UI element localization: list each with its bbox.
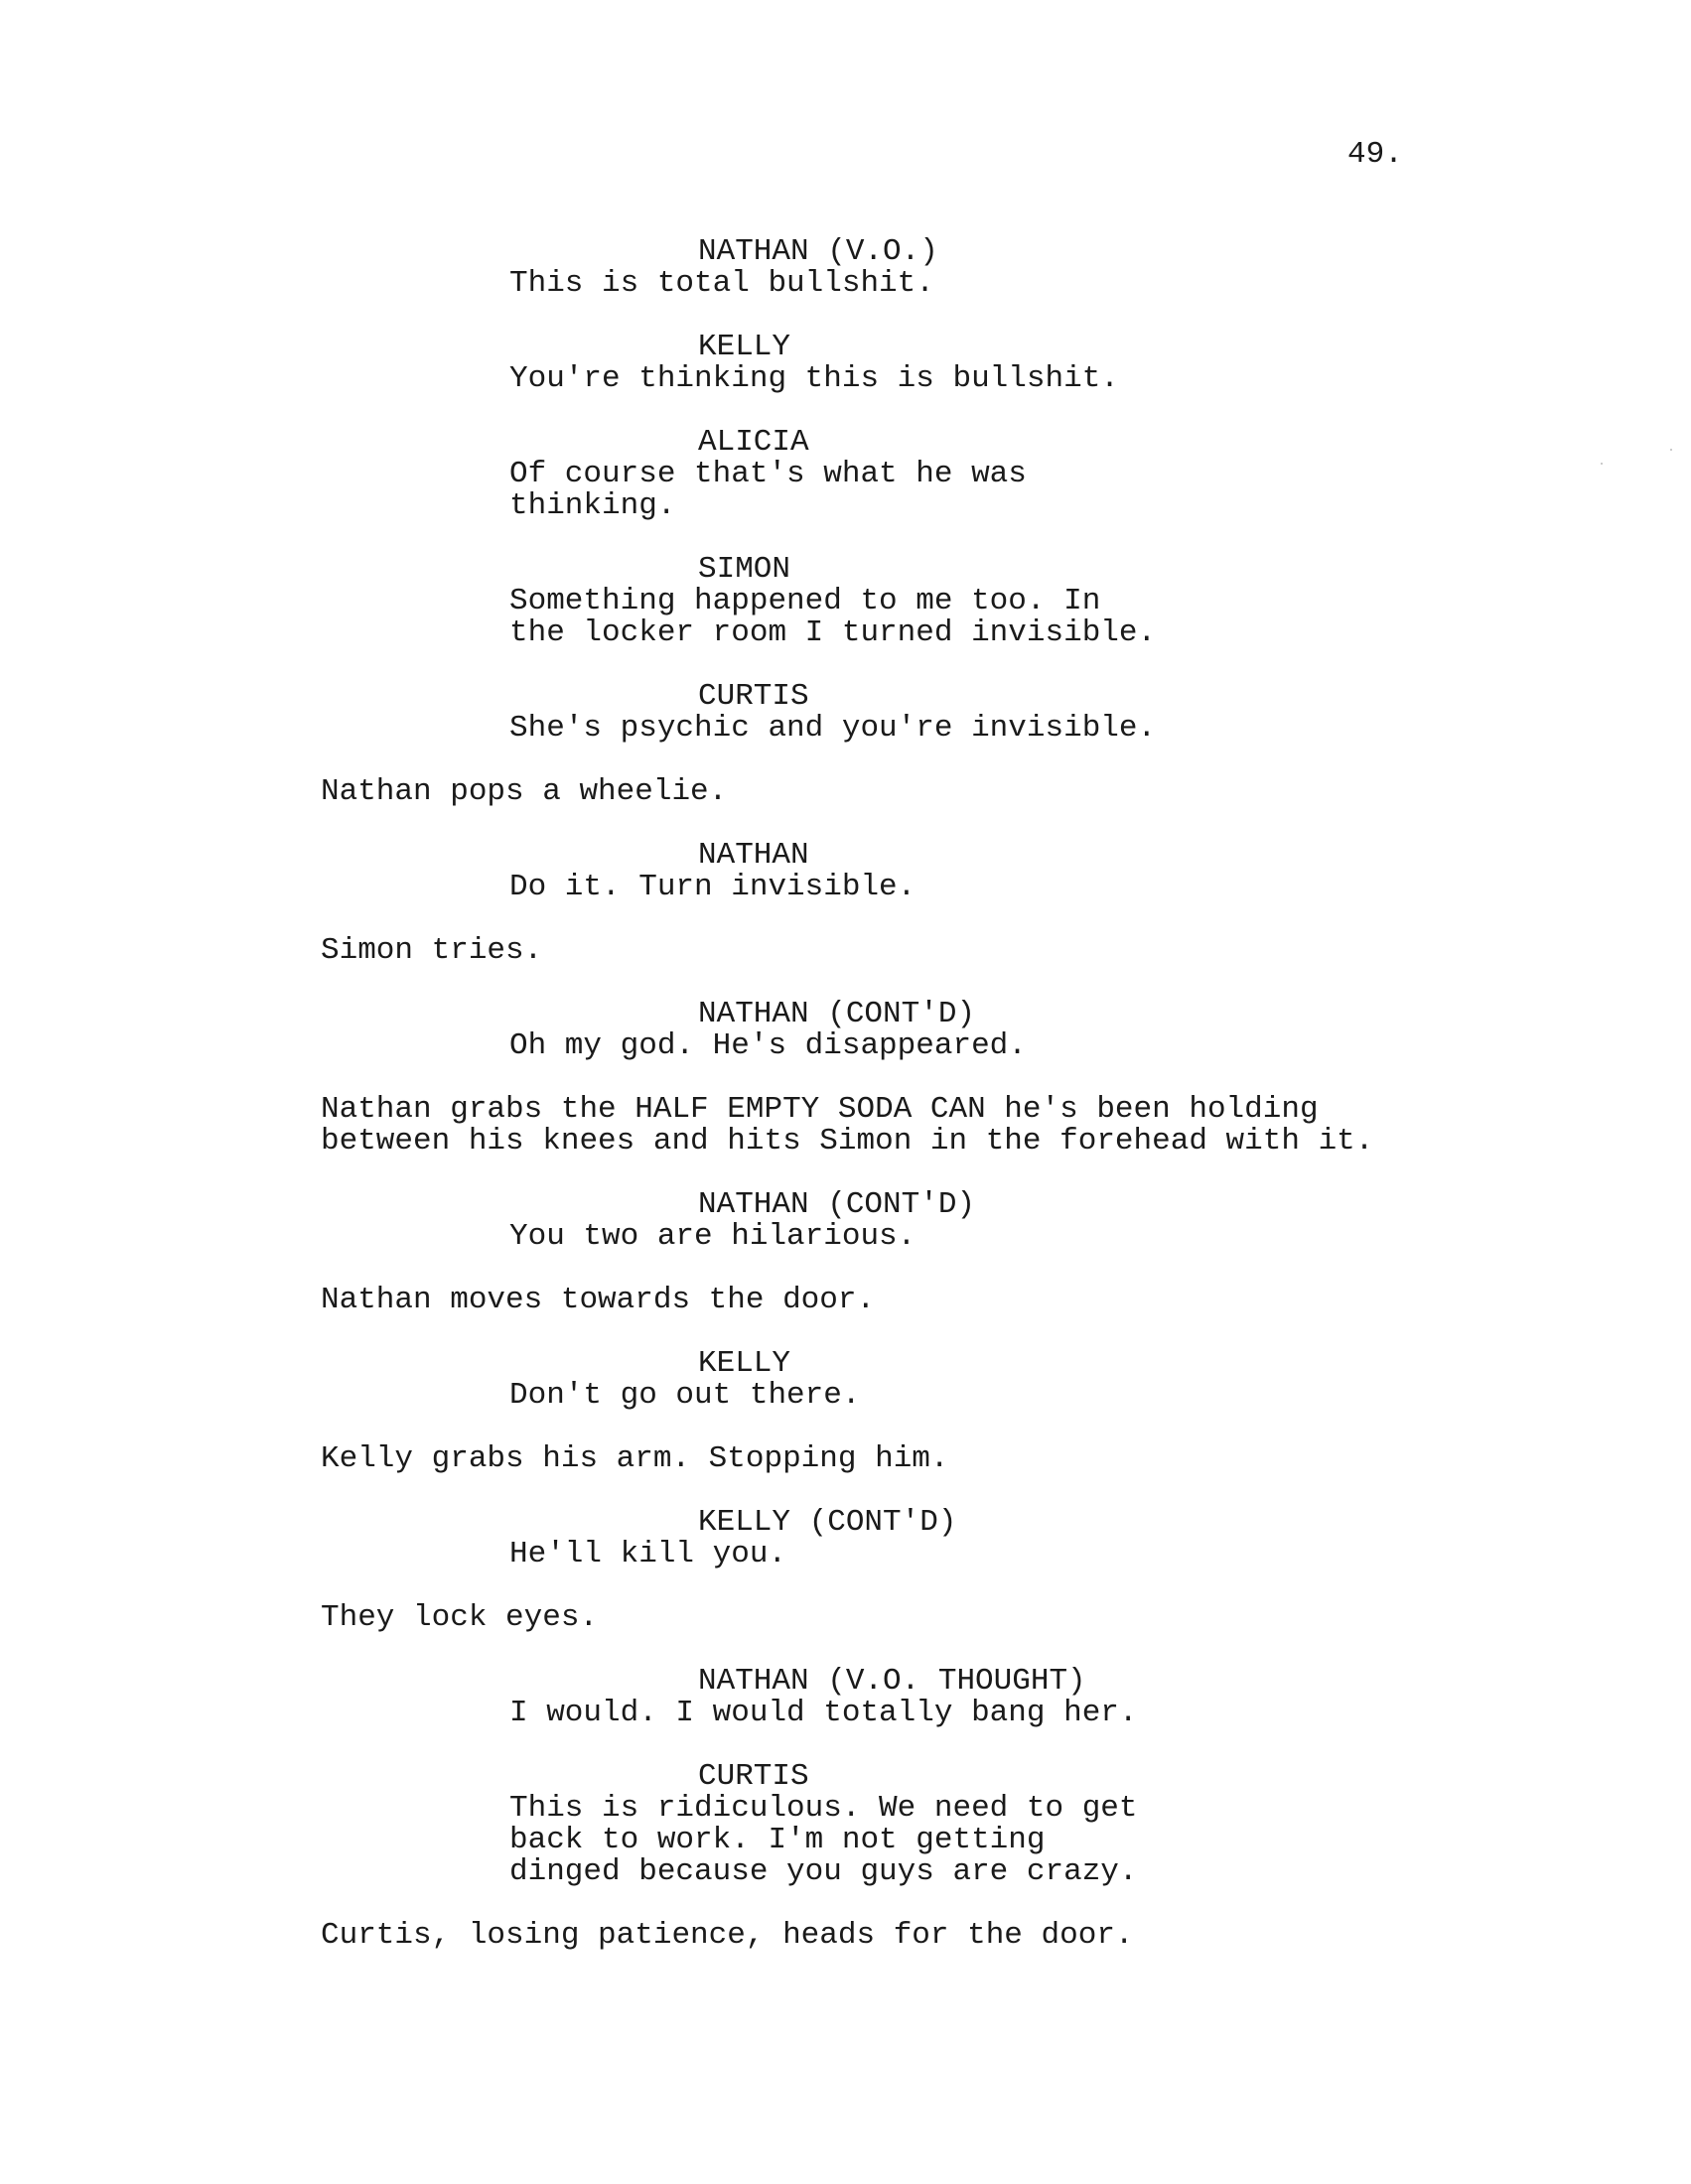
dialogue-block	[0, 1348, 1691, 1412]
dialogue-line: thinking.	[509, 488, 676, 523]
dialogue-line: This is ridiculous. We need to get	[509, 1791, 1138, 1826]
dialogue-line: the locker room I turned invisible.	[509, 615, 1157, 650]
action-line: Simon tries.	[321, 933, 543, 968]
action-block	[321, 1443, 1691, 1475]
dialogue-line: This is total bullshit.	[509, 266, 934, 301]
scan-speck	[1601, 463, 1603, 465]
action-line: Nathan moves towards the door.	[321, 1283, 876, 1317]
page-number: 49.	[1347, 137, 1403, 172]
dialogue-line: She's psychic and you're invisible.	[509, 711, 1157, 746]
action-line: between his knees and hits Simon in the forehead with it.	[321, 1124, 1374, 1159]
action-block	[321, 1094, 1691, 1158]
dialogue-line: Do it. Turn invisible.	[509, 870, 916, 904]
dialogue-line: He'll kill you.	[509, 1537, 787, 1571]
dialogue-block	[0, 999, 1691, 1062]
dialogue-block	[0, 427, 1691, 522]
action-block	[321, 1602, 1691, 1634]
action-line: Kelly grabs his arm. Stopping him.	[321, 1441, 949, 1476]
character-cue: NATHAN (CONT'D)	[698, 1187, 976, 1222]
action-block	[321, 1920, 1691, 1952]
dialogue-line: dinged because you guys are crazy.	[509, 1854, 1138, 1889]
character-cue: CURTIS	[698, 679, 809, 714]
character-cue: NATHAN (V.O.)	[698, 234, 938, 269]
action-line: They lock eyes.	[321, 1600, 599, 1635]
dialogue-line: Oh my god. He's disappeared.	[509, 1028, 1027, 1063]
action-block	[321, 776, 1691, 808]
dialogue-line: Don't go out there.	[509, 1378, 861, 1413]
action-block	[321, 935, 1691, 967]
character-cue: NATHAN (V.O. THOUGHT)	[698, 1664, 1086, 1699]
dialogue-line: Something happened to me too. In	[509, 584, 1101, 618]
character-cue: NATHAN	[698, 838, 809, 873]
character-cue: KELLY	[698, 1346, 791, 1381]
dialogue-block	[0, 1507, 1691, 1570]
dialogue-block	[0, 1761, 1691, 1888]
action-block	[321, 1285, 1691, 1316]
dialogue-block	[0, 1666, 1691, 1729]
character-cue: CURTIS	[698, 1759, 809, 1794]
action-line: Nathan grabs the HALF EMPTY SODA CAN he's been holding	[321, 1092, 1319, 1127]
dialogue-line: I would. I would totally bang her.	[509, 1696, 1138, 1730]
character-cue: KELLY	[698, 330, 791, 364]
script-body	[0, 236, 1691, 1983]
dialogue-line: Of course that's what he was	[509, 457, 1027, 491]
dialogue-block	[0, 840, 1691, 903]
dialogue-line: back to work. I'm not getting	[509, 1823, 1046, 1857]
dialogue-line: You two are hilarious.	[509, 1219, 916, 1254]
action-line: Nathan pops a wheelie.	[321, 774, 728, 809]
dialogue-block	[0, 1189, 1691, 1253]
dialogue-block	[0, 681, 1691, 745]
dialogue-block	[0, 236, 1691, 300]
dialogue-line: You're thinking this is bullshit.	[509, 361, 1119, 396]
action-line: Curtis, losing patience, heads for the door.	[321, 1918, 1134, 1953]
scan-speck	[1670, 449, 1672, 451]
character-cue: SIMON	[698, 552, 791, 587]
character-cue: NATHAN (CONT'D)	[698, 997, 976, 1031]
character-cue: ALICIA	[698, 425, 809, 460]
dialogue-block	[0, 332, 1691, 395]
dialogue-block	[0, 554, 1691, 649]
character-cue: KELLY (CONT'D)	[698, 1505, 957, 1540]
